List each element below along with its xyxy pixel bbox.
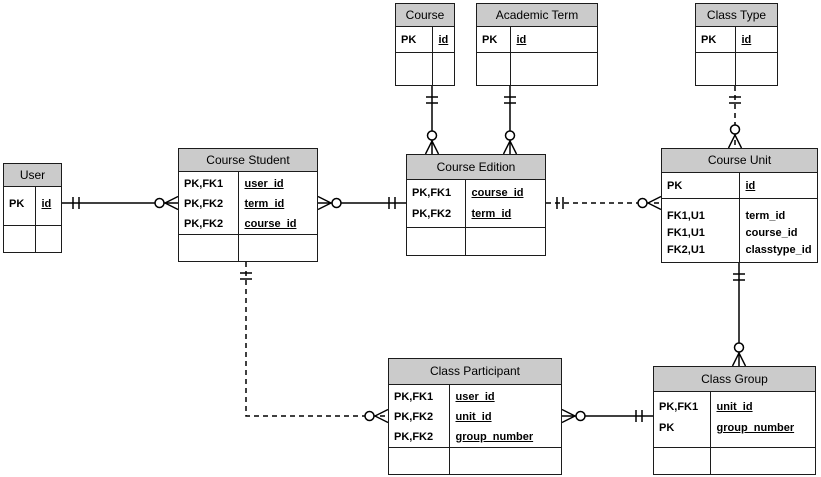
attribute-section: [696, 27, 777, 53]
attribute-name: course_id: [471, 187, 524, 199]
empty-section: [179, 235, 317, 262]
empty-section: [396, 53, 454, 86]
entity-table-class-group[interactable]: [653, 366, 816, 475]
attribute-row: [389, 427, 561, 447]
attribute-name: unit_id: [455, 410, 492, 423]
attribute-row: [696, 30, 777, 50]
key-designation: PK: [659, 422, 675, 434]
attribute-name: course_id: [244, 217, 297, 230]
entity-body-class-participant: [389, 385, 561, 475]
attribute-row: [179, 194, 317, 214]
entity-table-course[interactable]: [395, 3, 455, 86]
relationship-course-edition-course-unit: [546, 197, 661, 210]
relationship-course-unit-class-group: [733, 263, 746, 366]
key-designation: PK,FK1: [184, 177, 224, 190]
key-designation: PK,FK2: [412, 208, 452, 220]
column-divider: [35, 187, 37, 253]
attribute-name: group_number: [716, 422, 795, 434]
column-divider: [432, 27, 434, 86]
attribute-row: [654, 418, 815, 439]
attribute-section: [179, 172, 317, 235]
relationship-user-course-student: [62, 197, 178, 210]
key-designation: PK: [701, 33, 717, 46]
relationship-class-group-class-participant: [562, 410, 653, 423]
key-designation: PK,FK2: [184, 217, 224, 230]
key-designation: PK: [482, 33, 498, 46]
key-designation: PK,FK2: [394, 410, 434, 423]
entity-body-course-unit: [662, 173, 817, 263]
entity-table-course-edition[interactable]: [406, 154, 546, 256]
entity-table-user[interactable]: [3, 163, 62, 253]
entity-body-user: [4, 187, 61, 253]
empty-section: [389, 448, 561, 475]
entity-table-class-type[interactable]: [695, 3, 778, 86]
attribute-section: [477, 27, 597, 53]
attribute-name: term_id: [745, 210, 786, 222]
entity-table-academic-term[interactable]: [476, 3, 598, 86]
entity-title-class-group: Class Group: [654, 367, 815, 392]
key-designation: FK2,U1: [667, 244, 705, 256]
key-designation: FK1,U1: [667, 227, 705, 239]
attribute-row: [389, 387, 561, 407]
entity-title-academic-term: Academic Term: [477, 4, 597, 27]
attribute-name: user_id: [244, 177, 284, 190]
column-divider: [449, 385, 451, 475]
empty-section: [407, 228, 545, 256]
attribute-row: [4, 194, 61, 214]
key-designation: PK,FK2: [394, 430, 434, 443]
attribute-name: id: [745, 179, 756, 192]
attribute-row: [179, 174, 317, 194]
attribute-name: user_id: [455, 390, 495, 403]
attribute-row: [654, 397, 815, 418]
entity-title-course-unit: Course Unit: [662, 149, 817, 173]
attribute-name: unit_id: [716, 401, 753, 413]
key-designation: PK,FK2: [184, 197, 224, 210]
attribute-row: [407, 204, 545, 225]
key-designation: PK: [9, 197, 25, 210]
entity-table-class-participant[interactable]: [388, 358, 562, 475]
key-designation: FK1,U1: [667, 210, 705, 222]
empty-section: [4, 226, 61, 253]
relationship-academic-term-course-edition: [504, 86, 517, 154]
attribute-name: term_id: [471, 208, 512, 220]
relationship-course-student-class-participant: [240, 262, 388, 423]
attribute-section: [396, 27, 454, 53]
entity-body-class-group: [654, 392, 815, 475]
column-divider: [465, 180, 467, 256]
entity-title-course-student: Course Student: [179, 149, 317, 172]
column-divider: [510, 27, 512, 86]
empty-section: [477, 53, 597, 86]
entity-table-course-student[interactable]: [178, 148, 318, 262]
column-divider: [238, 172, 240, 262]
entity-title-class-type: Class Type: [696, 4, 777, 27]
attribute-name: id: [741, 33, 752, 46]
attribute-row: [179, 214, 317, 234]
entity-title-class-participant: Class Participant: [389, 359, 561, 385]
entity-body-academic-term: [477, 27, 597, 86]
relationship-course-edition-course-student: [318, 197, 406, 210]
attribute-name: id: [438, 33, 449, 46]
attribute-name: id: [41, 197, 52, 210]
entity-title-course: Course: [396, 4, 454, 27]
attribute-section: [4, 187, 61, 226]
attribute-name: group_number: [455, 430, 534, 443]
key-designation: PK,FK1: [394, 390, 434, 403]
attribute-section: [389, 385, 561, 448]
entity-title-course-edition: Course Edition: [407, 155, 545, 180]
key-designation: PK,FK1: [412, 187, 452, 199]
attribute-section: [654, 392, 815, 448]
attribute-name: id: [516, 33, 527, 46]
entity-body-course-edition: [407, 180, 545, 256]
relationship-course-course-edition: [426, 86, 439, 154]
attribute-name: classtype_id: [745, 244, 812, 256]
attribute-section: [407, 180, 545, 228]
entity-table-course-unit[interactable]: [661, 148, 818, 263]
entity-body-course-student: [179, 172, 317, 262]
attribute-row: [407, 183, 545, 204]
attribute-name: term_id: [244, 197, 285, 210]
entity-body-class-type: [696, 27, 777, 86]
column-divider: [735, 27, 737, 86]
empty-section: [654, 448, 815, 475]
column-divider: [739, 173, 741, 263]
key-designation: PK,FK1: [659, 401, 699, 413]
attribute-row: [396, 30, 454, 50]
column-divider: [710, 392, 712, 475]
key-designation: PK: [401, 33, 417, 46]
attribute-name: course_id: [745, 227, 798, 239]
key-designation: PK: [667, 179, 683, 192]
entity-title-user: User: [4, 164, 61, 187]
attribute-row: [389, 407, 561, 427]
attribute-row: [477, 30, 597, 50]
entity-body-course: [396, 27, 454, 86]
relationship-class-type-course-unit: [729, 86, 742, 148]
empty-section: [696, 53, 777, 86]
